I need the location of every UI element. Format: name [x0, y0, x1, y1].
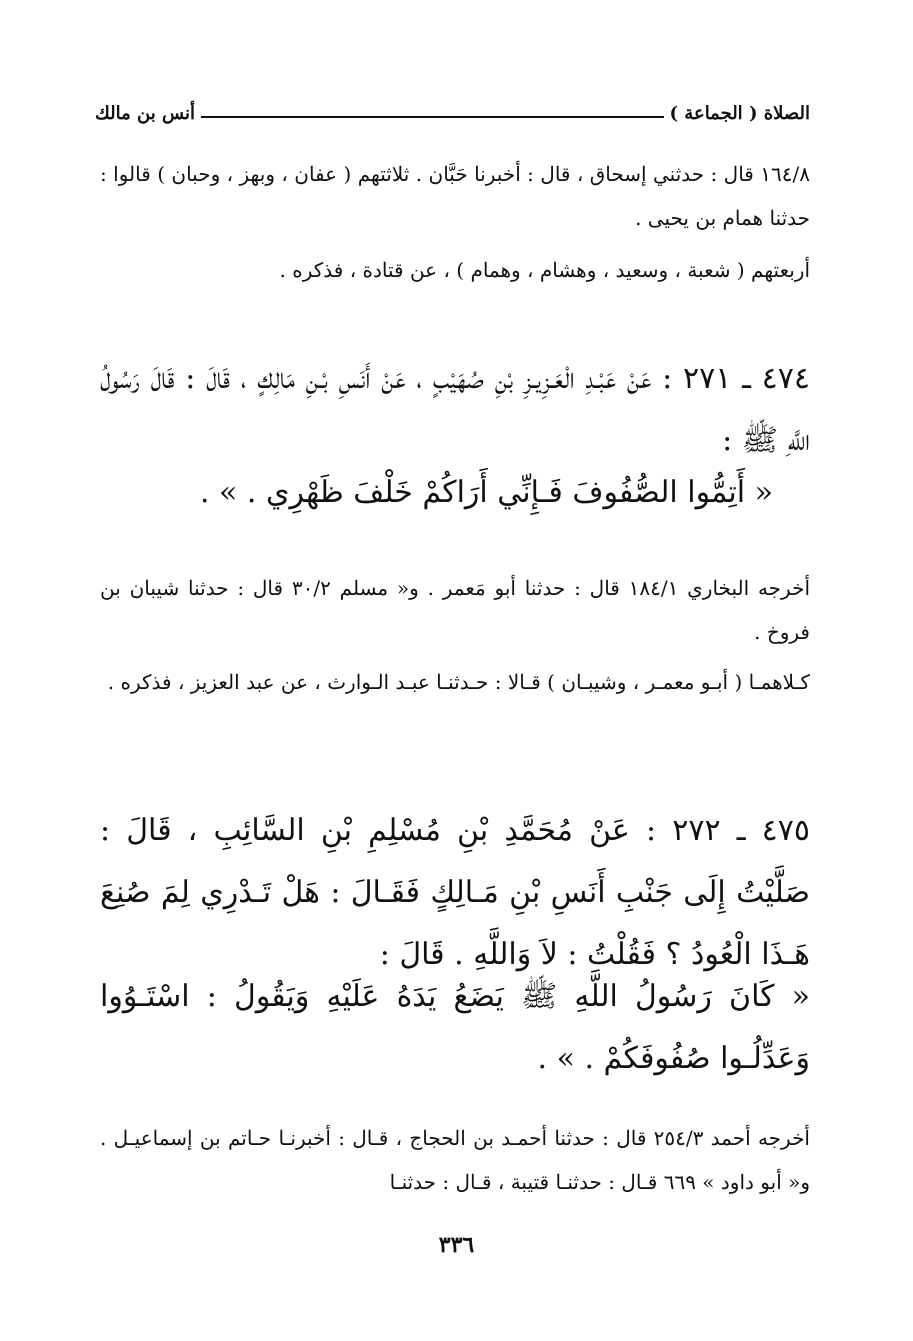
running-header: [95, 92, 810, 124]
hadith-474-quote: « أَتِمُّوا الصُّفُوفَ فَـإِنِّي أَرَاكُمْ خَلْفَ ظَهْرِي . » .: [199, 475, 773, 510]
section-title: أنس بن مالك: [95, 103, 195, 124]
page-number: ٣٣٦: [438, 1232, 475, 1258]
header-rule: [201, 116, 664, 118]
hadith-474-text: ٤٧٤ ـ ٢٧١ : عَنْ عَبْـدِ الْعَـزِيـزِ بْنِ صُهَيْبٍ ، عَنْ أَنَسِ بْـنِ مَالِكٍ ، قَالَ : قَالَ رَسُولُ اللَّهِ ﷺ :: [100, 361, 810, 458]
chain-paragraph-2: أربعتهم ( شعبة ، وسعيد ، وهشام ، وهمام ) ، عن قتادة ، فذكره .: [279, 258, 810, 282]
hadith-475-quote: « كَانَ رَسُولُ اللَّهِ ﷺ يَضَعُ يَدَهُ عَلَيْهِ وَيَقُولُ : اسْتَـوُوا وَعَدِّلُـوا صُفُوفَكُمْ . » .: [100, 979, 810, 1076]
chain-paragraph-474: كـلاهمـا ( أبـو معمـر ، وشيبـان ) قـالا : حـدثنـا عبـد الـوارث ، عن عبد العزيز ، فذكره .: [107, 670, 810, 694]
hadith-475-text: ٤٧٥ ـ ٢٧٢ : عَنْ مُحَمَّدِ بْنِ مُسْلِمِ بْنِ السَّائِبِ ، قَالَ : صَلَّيْتُ إِلَى جَنْبِ أَنَسِ بْنِ مَـالِكٍ فَقَـالَ : هَلْ تَـدْرِي لِمَ صُنِعَ هَـذَا الْعُودُ ؟ فَقُلْتُ : لاَ وَاللَّهِ . قَالَ :: [100, 813, 810, 972]
chain-paragraph-1: ١٦٤/٨ قال : حدثني إسحاق ، قال : أخبرنا حَبَّان . ثلاثتهم ( عفان ، وبهز ، وحبان ) قالوا : حدثنا همام بن يحيى .: [100, 162, 810, 230]
takhrij-paragraph-475: أخرجه أحمد ٢٥٤/٣ قال : حدثنا أحمـد بن الحجاج ، قـال : أخبرنـا حـاتم بن إسماعيـل . و« أبو داود » ٦٦٩ قـال : حدثنـا قتيبة ، قـال : حدثنـا: [100, 1126, 810, 1194]
chapter-title: الصلاة ( الجماعة ): [669, 103, 810, 124]
takhrij-paragraph-474: أخرجه البخاري ١٨٤/١ قال : حدثنا أبو مَعمر . و« مسلم ٣٠/٢ قال : حدثنا شيبان بن فروخ .: [100, 576, 810, 644]
